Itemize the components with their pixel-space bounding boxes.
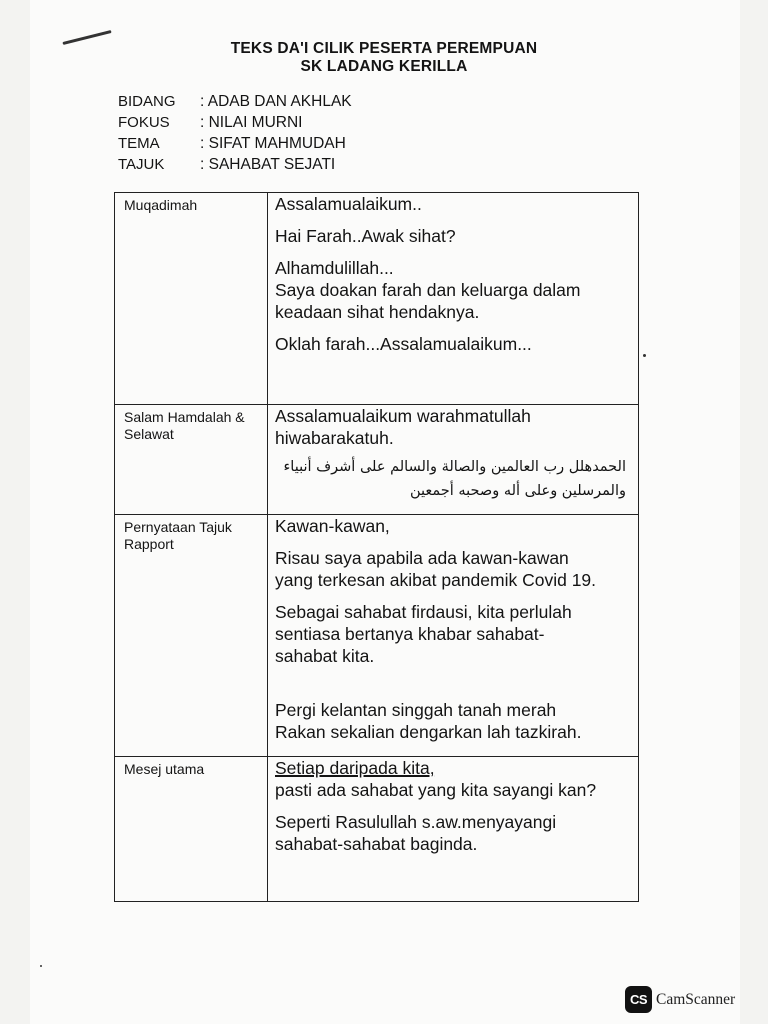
table-row (115, 757, 639, 902)
section-label: Muqadimah (115, 193, 268, 405)
text-line: Rakan sekalian dengarkan lah tazkirah. (275, 722, 582, 742)
meta-row-bidang (118, 91, 352, 112)
section-content (268, 405, 639, 515)
speck (643, 354, 646, 357)
table-row (115, 193, 639, 405)
arabic-line: الحمدهلل رب العالمين والصالة والسالم على أشرف أنبياء (283, 459, 626, 475)
table-row (115, 405, 639, 515)
meta-key: FOKUS (118, 114, 170, 131)
text-line: Saya doakan farah dan keluarga dalam (275, 280, 581, 300)
school-name: SK LADANG KERILLA (300, 58, 468, 75)
meta-value: : SAHABAT SEJATI (200, 156, 336, 173)
meta-value: : SIFAT MAHMUDAH (200, 135, 346, 152)
text-line: Setiap daripada kita, (275, 758, 435, 778)
text-line: Risau saya apabila ada kawan-kawan (275, 548, 569, 568)
arabic-line: والمرسلين وعلى أله وصحبه أجمعين (410, 483, 626, 499)
text-line: yang terkesan akibat pandemik Covid 19. (275, 570, 597, 590)
camscanner-watermark (625, 986, 735, 1013)
text-line: keadaan sihat hendaknya. (275, 302, 480, 322)
text-line: Oklah farah...Assalamualaikum... (275, 334, 532, 354)
meta-row-tema (118, 133, 352, 154)
text-line: Assalamualaikum warahmatullah (275, 406, 531, 426)
speck (40, 965, 42, 967)
text-line: hiwabarakatuh. (275, 428, 394, 448)
section-content (268, 757, 639, 902)
text-line: sentiasa bertanya khabar sahabat- (275, 624, 545, 644)
meta-block (118, 91, 352, 175)
text-line: sahabat-sahabat baginda. (275, 834, 478, 854)
text-line: Assalamualaikum.. (275, 194, 422, 214)
section-content (268, 193, 639, 405)
text-line: Pergi kelantan singgah tanah merah (275, 700, 557, 720)
meta-key: TAJUK (118, 156, 165, 173)
camscanner-label: CamScanner (656, 990, 736, 1008)
text-line: Seperti Rasulullah s.aw.menyayangi (275, 812, 557, 832)
script-table (114, 192, 639, 902)
text-line: pasti ada sahabat yang kita sayangi kan? (275, 780, 597, 800)
section-label: Pernyataan Tajuk Rapport (115, 515, 268, 757)
section-label: Salam Hamdalah & Selawat (115, 405, 268, 515)
meta-key: TEMA (118, 135, 160, 152)
meta-row-tajuk (118, 154, 352, 175)
meta-value: : ADAB DAN AKHLAK (200, 93, 352, 110)
text-line: Sebagai sahabat firdausi, kita perlulah (275, 602, 572, 622)
table-row (115, 515, 639, 757)
meta-key: BIDANG (118, 93, 176, 110)
meta-value: : NILAI MURNI (200, 114, 303, 131)
text-line: sahabat kita. (275, 646, 375, 666)
meta-row-fokus (118, 112, 352, 133)
section-label: Mesej utama (115, 757, 268, 902)
document-title: TEKS DA'I CILIK PESERTA PEREMPUAN (230, 40, 538, 57)
text-line: Kawan-kawan, (275, 516, 390, 536)
camscanner-icon: CS (625, 986, 652, 1013)
text-line: Alhamdulillah... (275, 258, 394, 278)
section-content (268, 515, 639, 757)
text-line: Hai Farah..Awak sihat? (275, 226, 456, 246)
